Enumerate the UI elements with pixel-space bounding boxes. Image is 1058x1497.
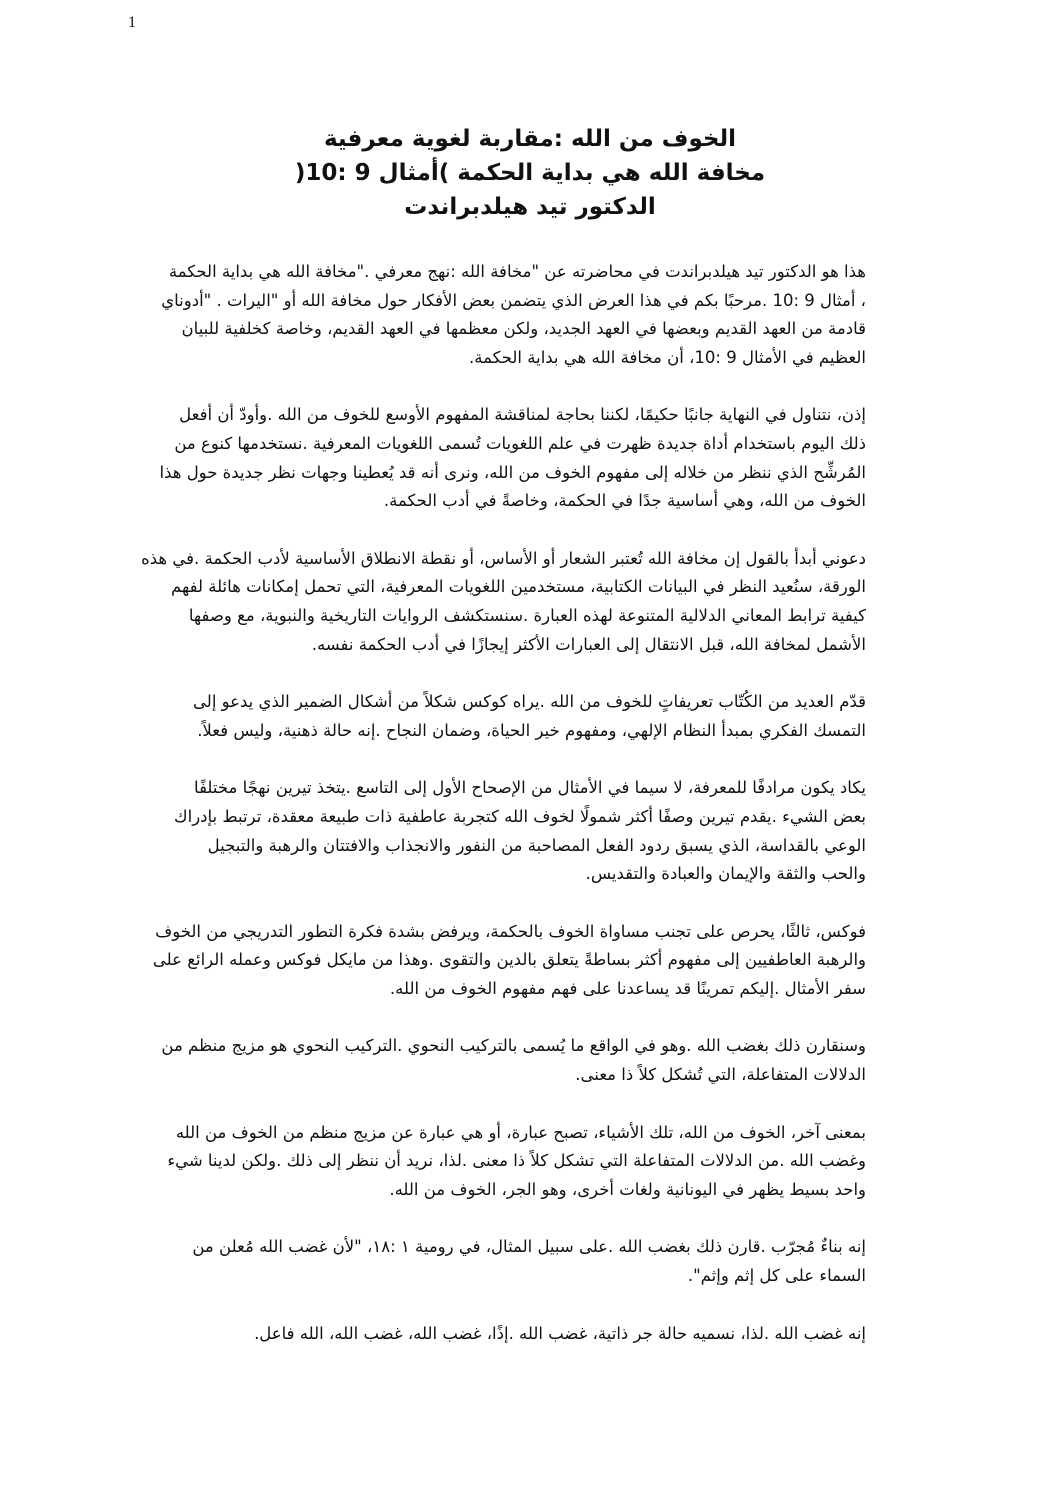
text-line: إنه غضب الله .لذا، نسميه حالة جر ذاتية، غضب الله .إذًا، غضب الله، غضب الله، الله فاعل. [254,1323,866,1343]
text-line: الورقة، سنُعيد النظر في البيانات الكتابية، مستخدمين اللغويات المعرفية، التي تحمل إمكانات هائلة لفهم [171,577,866,597]
document-body [140,258,866,1377]
paragraph [140,545,866,659]
text-line: سفر الأمثال .إليكم تمرينًا قد يساعدنا على فهم مفهوم الخوف من الله. [389,978,866,998]
text-line: وسنقارن ذلك بغضب الله .وهو في الواقع ما يُسمى بالتركيب النحوي .التركيب النحوي هو مزيج منظم من [161,1036,866,1056]
paragraph [140,1119,866,1205]
text-line: واحد بسيط يظهر في اليونانية ولغات أخرى، وهو الجر، الخوف من الله. [389,1179,866,1199]
paragraph [140,774,866,888]
paragraph [140,918,866,1004]
text-line: الدلالات المتفاعلة، التي تُشكل كلاً ذا معنى. [575,1065,866,1085]
text-line: قادمة من العهد القديم وبعضها في العهد الجديد، ولكن معظمها في العهد القديم، وخاصة كخلفية للبيان [181,319,866,339]
page-number: 1 [128,14,136,31]
text-line: كيفية ترابط المعاني الدلالية المتنوعة لهذه العبارة .سنستكشف الروايات التاريخية والنبوية، مع وصفها [188,605,866,625]
text-line: والرهبة العاطفيين إلى مفهوم أكثر بساطةً يتعلق بالدين والتقوى .وهذا من مايكل فوكس وعمله الرائع على [152,950,866,970]
paragraph [140,401,866,515]
text-line: إنه بناءٌ مُجرّب .قارن ذلك بغضب الله .على سبيل المثال، في رومية ١ :١٨، "لأن غضب الله مُعلن من [192,1237,866,1257]
text-line: الخوف من الله، وهي أساسية جدًا في الحكمة، وخاصةً في أدب الحكمة. [383,491,866,511]
author-line: الدكتور تيد هيلدبراندت [404,194,656,220]
text-line: التمسك الفكري بمبدأ النظام الإلهي، ومفهوم خير الحياة، وضمان النجاح .إنه حالة ذهنية، وليس فعلاً. [197,720,866,740]
paragraph [140,1320,866,1349]
text-line: هذا هو الدكتور تيد هيلدبراندت في محاضرته عن "مخافة الله :نهج معرفي ."مخافة الله هي بداية الحكمة [168,262,866,281]
text-line: وغضب الله .من الدلالات المتفاعلة التي تشكل كلاً ذا معنى .لذا، نريد أن ننظر إلى ذلك .ولكن لدينا شيء [167,1151,866,1171]
document-title [150,122,910,224]
text-line: ، أمثال 9 :10 .مرحبًا بكم في هذا العرض الذي يتضمن بعض الأفكار حول مخافة الله أو "اليرات . "أدوناي [161,290,866,310]
paragraph [140,1032,866,1089]
text-line: إذن، نتناول في النهاية جانبًا حكيمًا، لكننا بحاجة لمناقشة المفهوم الأوسع للخوف من الله .وأودّ أن أفعل [179,405,866,425]
text-line: والحب والثقة والإيمان والعبادة والتقديس. [585,864,866,884]
text-line: العظيم في الأمثال 9 :10، أن مخافة الله هي بداية الحكمة. [469,347,866,367]
text-line: الوعي بالقداسة، الذي يسبق ردود الفعل المصاحبة من النفور والانجذاب والافتتان والرهبة والتبجيل [207,835,866,855]
paragraph [140,258,866,372]
text-line: السماء على كل إثم وإثم". [687,1266,866,1286]
text-line: الأشمل لمخافة الله، قبل الانتقال إلى العبارات الأكثر إيجازًا في أدب الحكمة نفسه. [311,634,866,654]
text-line: المُرشِّح الذي ننظر من خلاله إلى مفهوم الخوف من الله، ونرى أنه قد يُعطينا وجهات نظر جديدة حول هذا [159,462,866,482]
text-line: قدّم العديد من الكُتّاب تعريفاتٍ للخوف من الله .يراه كوكس شكلاً من أشكال الضمير الذي يدعو إلى [193,692,866,712]
text-line: بمعنى آخر، الخوف من الله، تلك الأشياء، تصبح عبارة، أو هي عبارة عن مزيج منظم من الخوف من الله [175,1122,866,1142]
title-line: الخوف من الله :مقاربة لغوية معرفية [323,126,737,152]
text-line: يكاد يكون مرادفًا للمعرفة، لا سيما في الأمثال من الإصحاح الأول إلى التاسع .يتخذ تيرين نهجًا مختلفًا [194,778,866,798]
text-line: بعض الشيء .يقدم تيرين وصفًا أكثر شمولًا لخوف الله كتجربة عاطفية ذات طبيعة معقدة، ترتبط بإدراك [174,806,866,826]
text-line: دعوني أبدأ بالقول إن مخافة الله تُعتبر الشعار أو الأساس، أو نقطة الانطلاق الأساسية لأدب الحكمة .في هذه [141,548,866,568]
text-line: فوكس، ثالثًا، يحرص على تجنب مساواة الخوف بالحكمة، ويرفض بشدة فكرة التطور التدريجي من الخوف [155,921,866,941]
paragraph [140,688,866,745]
subtitle-line: مخافة الله هي بداية الحكمة )أمثال 9 :10( [294,160,766,186]
paragraph [140,1233,866,1290]
text-line: ذلك اليوم باستخدام أداة جديدة ظهرت في علم اللغويات تُسمى اللغويات المعرفية .نستخدمها كنوع من [174,433,866,453]
